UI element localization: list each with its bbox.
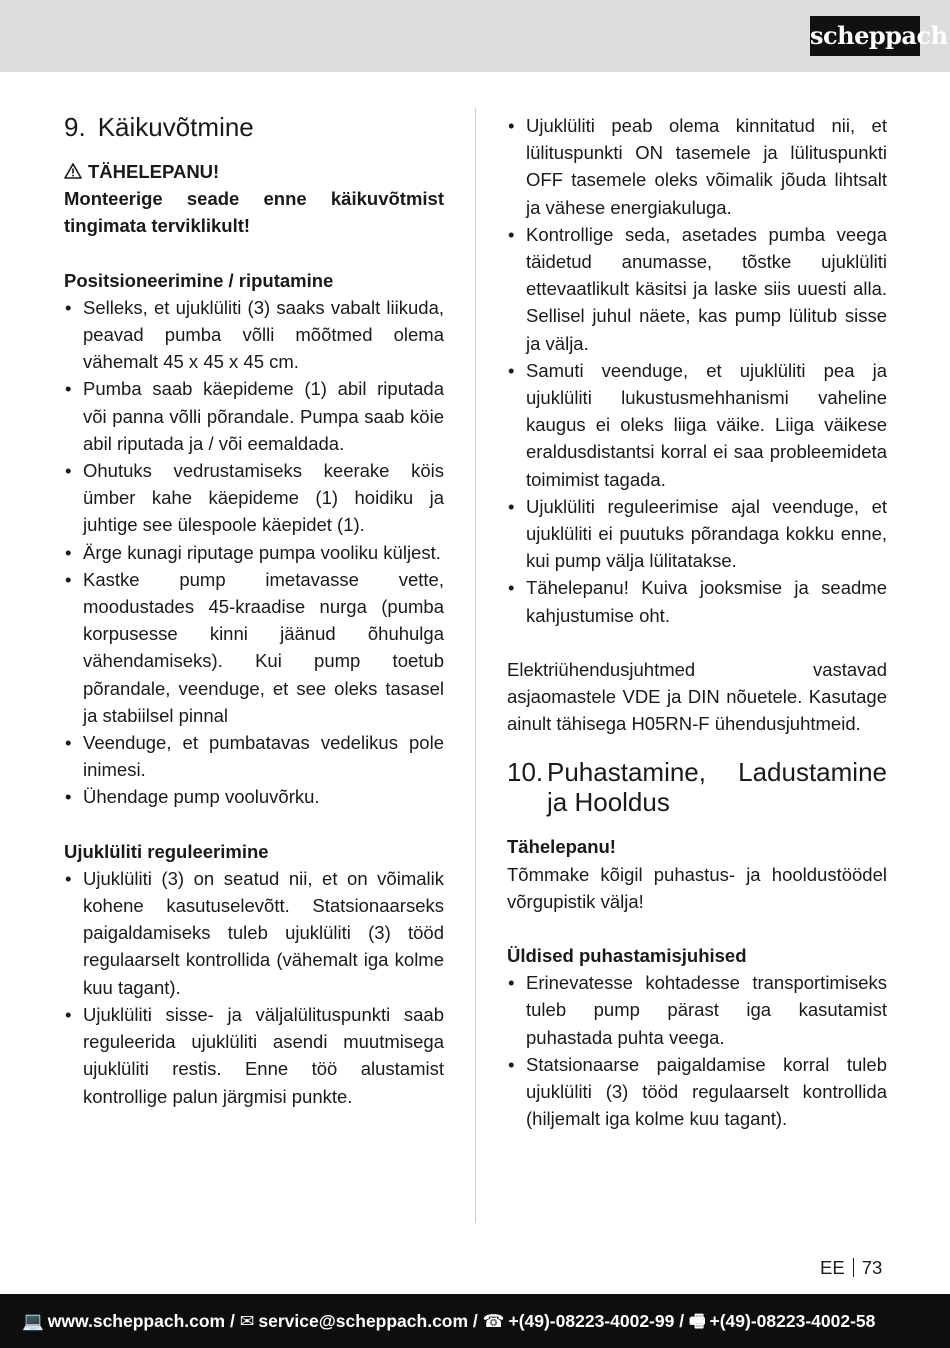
warning-triangle-icon [64,163,82,179]
cleaning-list [507,969,887,1132]
float-switch-list [64,865,444,1110]
warning-heading [64,158,444,185]
check-list [507,112,887,629]
position-list [64,294,444,811]
column-divider [475,108,476,1223]
section-number: 10. [507,757,544,788]
subheading-cleaning: Üldised puhastamisjuhised [507,945,747,967]
page-number-value: 73 [861,1257,883,1278]
footer-bar: 💻 www.scheppach.com / ✉ service@scheppach.com / ☎ +(49)-08223-4002-99 / 🖷 +(49)-08223-4002-58 [0,1294,950,1348]
scheppach-logo: scheppach [810,16,920,56]
list-item: • Tähelepanu! Kuiva jooksmise ja seadme kahjustumise oht. [507,574,887,628]
list-item: • Kastke pump imetavasse vette, moodustades 45-kraadise nurga (pumba korpusesse kinni jäänud õhuhulga vähendamiseks). Kui pump toetub põrandale, veenduge, et see oleks tasasel ja stabiilsel pinnal [64,566,444,729]
list-item: • Ujuklüliti (3) on seatud nii, et on võimalik kohene kasutuselevõtt. Statsionaarseks paigaldamiseks tuleb ujuklüliti (3) tööd regulaarselt kontrollida (vähemalt iga kolme kuu tagant). [64,865,444,1001]
section-10-heading [507,757,887,817]
envelope-icon: ✉ [239,1311,255,1331]
list-item: • Pumba saab käepideme (1) abil riputada või panna võlli põrandale. Pumpa saab köie abil riputada ja / või eemaldada. [64,375,444,457]
list-item: • Ujuklüliti reguleerimise ajal veenduge, et ujuklüliti ei puutuks põrandaga kokku enne, kui pump välja lülitatakse. [507,493,887,575]
computer-icon: 💻 [22,1311,44,1331]
left-column [64,112,444,1110]
section-number: 9. [64,112,86,142]
list-item: • Selleks, et ujuklüliti (3) saaks vabalt liikuda, peavad pumba võlli mõõtmed olema vähemalt 45 x 45 x 45 cm. [64,294,444,376]
page-number [820,1256,882,1280]
phone-icon: ☎ [482,1311,505,1331]
section-9-heading [64,112,444,142]
warning-label: TÄHELEPANU! [88,161,220,182]
list-item: • Ühendage pump vooluvõrku. [64,783,444,810]
section-title: Käikuvõtmine [97,112,254,142]
footer-phone: +(49)-08223-4002-99 [508,1311,675,1331]
footer-email[interactable]: service@scheppach.com [258,1311,469,1331]
footer-fax: +(49)-08223-4002-58 [709,1311,876,1331]
list-item: • Statsionaarse paigaldamise korral tuleb ujuklüliti (3) tööd regulaarselt kontrollida (hiljemalt iga kolme kuu tagant). [507,1051,887,1133]
header-bar [0,0,950,72]
attention-text: Tõmmake kõigil puhastus- ja hooldustöödel võrgupistik välja! [507,863,887,912]
section-title: Puhastamine, Ladustamine ja Hooldus [547,757,887,818]
right-column [507,112,887,1133]
list-item: • Ujuklüliti peab olema kinnitatud nii, et lülituspunkti ON tasemele ja lülituspunkti OFF tasemele oleks võimalik jõuda lihtsalt ja vähese energiakuluga. [507,112,887,221]
subheading-float-switch: Ujuklüliti reguleerimine [64,840,269,862]
warning-text: Monteerige seade enne käikuvõtmist tingimata terviklikult! [64,188,444,237]
cable-paragraph: Elektriühendusjuhtmed vastavad asjaomastele VDE ja DIN nõuetele. Kasutage ainult tähisega H05RN-F ühendusjuhtmeid. [507,658,887,735]
attention-label: Tähelepanu! [507,836,616,858]
list-item: • Kontrollige seda, asetades pumba veega täidetud anumasse, tõstke ujuklüliti ettevaatlikult käsitsi ja laske siis uuesti alla. Sellisel juhul näete, kas pump lülitub sisse ja välja. [507,221,887,357]
list-item: • Erinevatesse kohtadesse transportimiseks tuleb pump pärast iga kasutamist puhastada puhta veega. [507,969,887,1051]
subheading-position: Positsioneerimine / riputamine [64,269,334,291]
list-item: • Ohutuks vedrustamiseks keerake köis ümber kahe käepideme (1) hoidiku ja juhtige see ülespoole käepidet (1). [64,457,444,539]
list-item: • Veenduge, et pumbatavas vedelikus pole inimesi. [64,729,444,783]
language-code: EE [820,1257,845,1278]
list-item: • Ärge kunagi riputage pumpa vooliku küljest. [64,539,444,566]
list-item: • Samuti veenduge, et ujuklüliti pea ja ujuklüliti lukustusmehhanismi vaheline kaugus ei oleks liiga väike. Liiga väikese eraldusdistantsi korral ei saa probleemideta toimimist tagada. [507,357,887,493]
footer-website[interactable]: www.scheppach.com [47,1311,226,1331]
fax-icon: 🖷 [688,1311,706,1331]
list-item: • Ujuklüliti sisse- ja väljalülituspunkti saab reguleerida ujuklüliti asendi muutmisega ujuklüliti restis. Enne töö alustamist kontrollige palun järgmisi punkte. [64,1001,444,1110]
